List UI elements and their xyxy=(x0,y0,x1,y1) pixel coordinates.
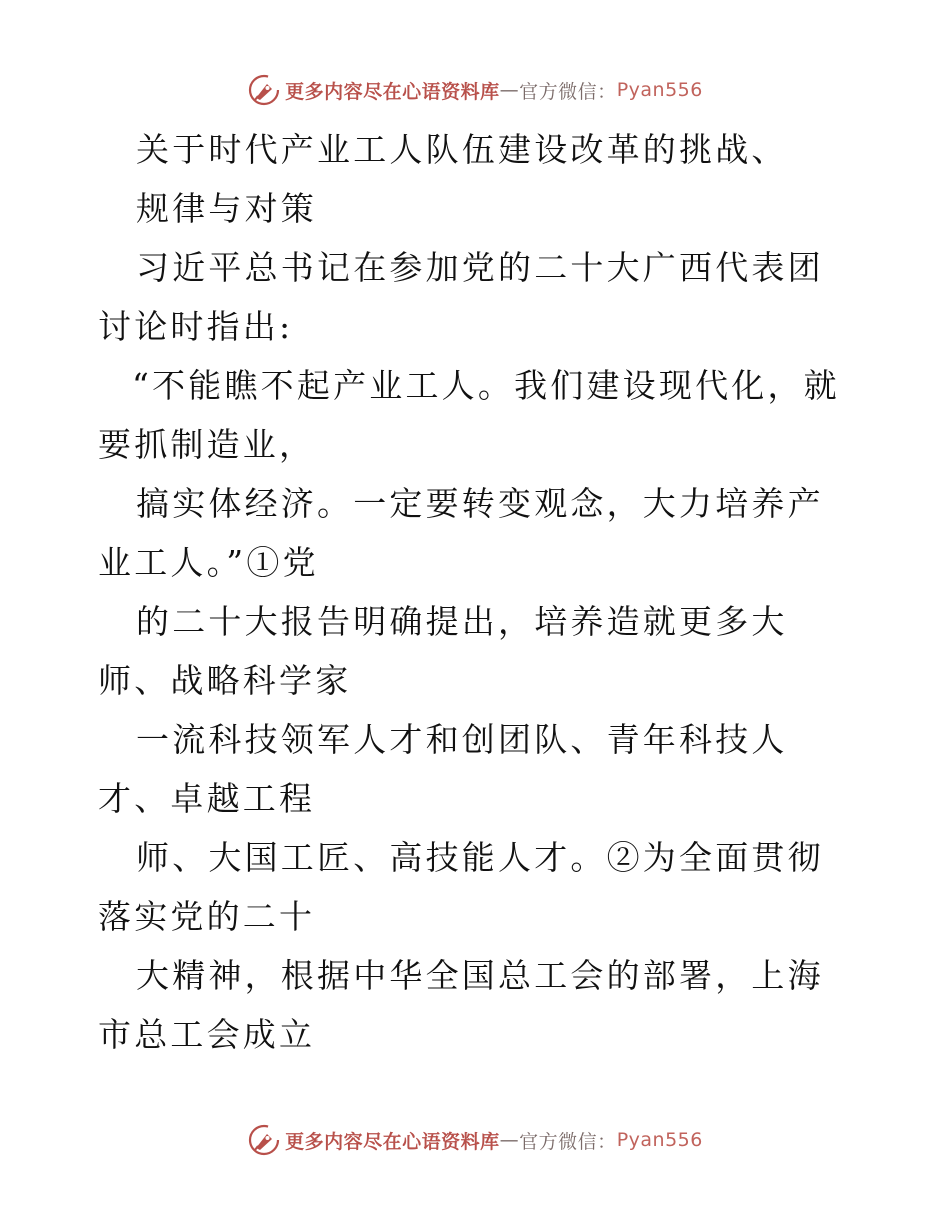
document-title-line-1: 关于时代产业工人队伍建设改革的挑战、 xyxy=(136,130,788,169)
body-paragraph: 的二十大报告明确提出，培养造就更多大师、战略科学家 xyxy=(98,602,788,700)
document-body xyxy=(98,120,854,1064)
watermark-site-text: 更多内容尽在心语资料库 xyxy=(285,80,500,103)
watermark-site-text: 更多内容尽在心语资料库 xyxy=(285,1130,500,1153)
watermark-wechat-label: 官方微信： xyxy=(519,1130,617,1153)
body-paragraph: 师、大国工匠、高技能人才。②为全面贯彻落实党的二十 xyxy=(98,838,824,936)
watermark-wechat-label: 官方微信： xyxy=(519,80,617,103)
pen-nib-logo-icon xyxy=(247,73,281,107)
document-title-line-2: 规律与对策 xyxy=(136,189,317,228)
watermark-banner-top xyxy=(0,70,950,110)
body-paragraph: 习近平总书记在参加党的二十大广西代表团讨论时指出: xyxy=(98,248,824,346)
watermark-wechat-id: Pyan556 xyxy=(616,79,703,101)
watermark-wechat-id: Pyan556 xyxy=(616,1129,703,1151)
watermark-banner-bottom xyxy=(0,1120,950,1160)
watermark-dash: — xyxy=(499,1129,520,1151)
watermark-dash: — xyxy=(499,79,520,101)
pen-nib-logo-icon xyxy=(247,1123,281,1157)
body-paragraph: 一流科技领军人才和创团队、青年科技人才、卓越工程 xyxy=(98,720,788,818)
body-paragraph: 搞实体经济。一定要转变观念，大力培养产业工人。”①党 xyxy=(98,484,824,582)
body-paragraph: “不能瞧不起产业工人。我们建设现代化，就要抓制造业， xyxy=(98,366,840,464)
body-paragraph: 大精神，根据中华全国总工会的部署，上海市总工会成立 xyxy=(98,956,824,1054)
